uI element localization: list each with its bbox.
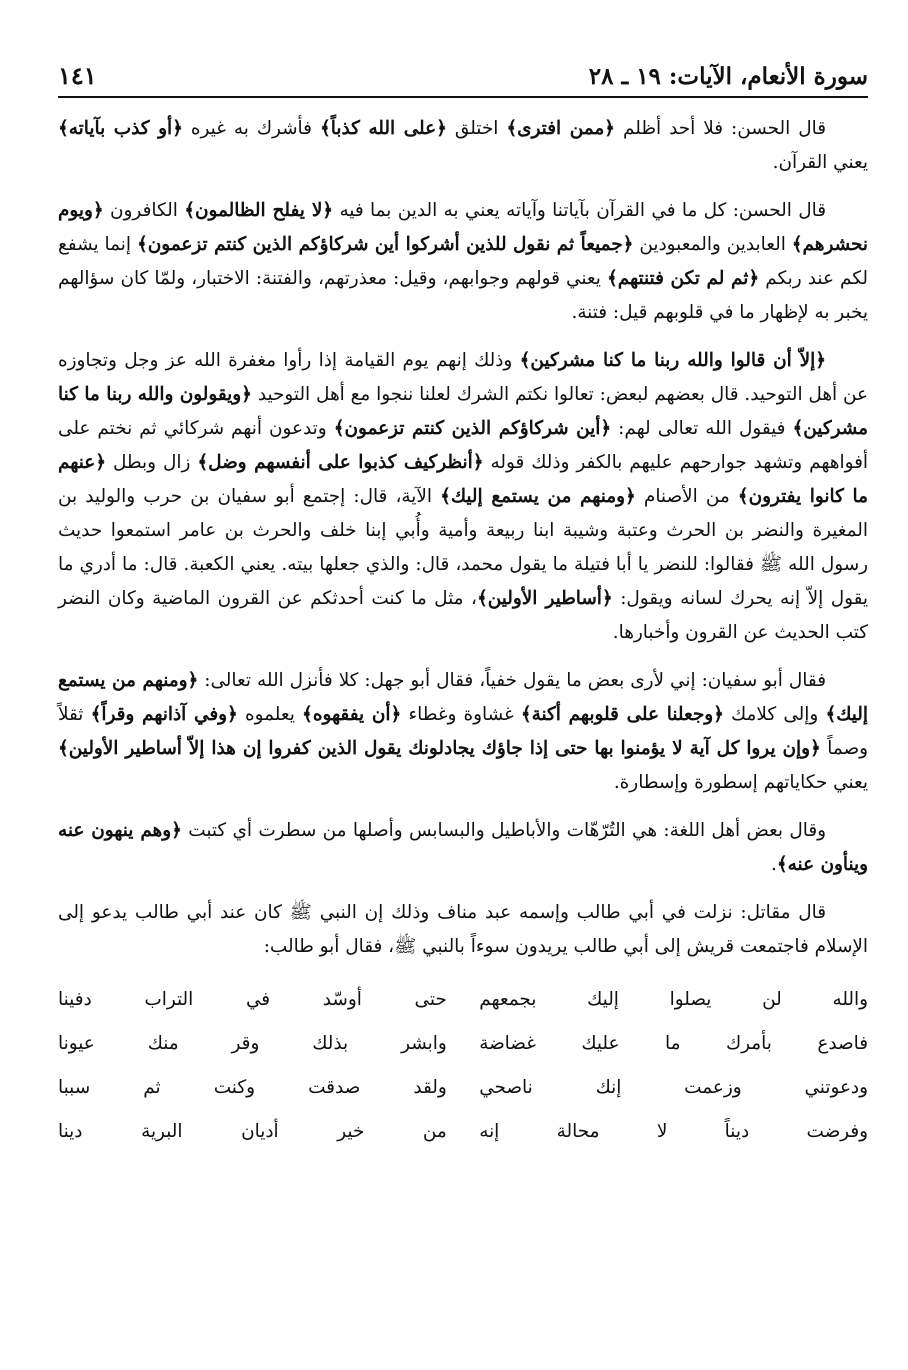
quran-quote: ﴿على الله كذباً﴾ — [319, 118, 447, 139]
quran-quote: ﴿ممن افترى﴾ — [506, 118, 615, 139]
quran-quote: ﴿ويقولون والله ربنا ما كنا مشركين﴾ — [58, 384, 868, 439]
paragraph — [58, 194, 868, 330]
running-title: سورة الأنعام، الآيات: ١٩ ـ ٢٨ — [588, 63, 868, 90]
verse-second-hemistich: وابشر بذلك وقر منك عيونا — [58, 1033, 447, 1054]
paragraph — [58, 344, 868, 650]
quran-quote: ﴿أين شركاؤكم الذين كنتم تزعمون﴾ — [333, 418, 612, 439]
paragraph-text: من الأصنام — [635, 486, 738, 507]
page-number: ١٤١ — [58, 61, 97, 90]
paragraph-text: قال مقاتل: نزلت في أبي طالب وإسمه عبد مناف وذلك إن النبي ﷺ كان عند أبي طالب يدعو إلى الإسلام فاجتمعت قريش إلى أبي طالب يريدون سوءاً بالنبي ﷺ، فقال أبو طالب: — [58, 902, 868, 957]
verse-second-hemistich: من خير أديان البرية دينا — [58, 1121, 447, 1142]
verse-first-hemistich: ودعوتني وزعمت إنك ناصحي — [479, 1077, 868, 1098]
paragraph — [58, 814, 868, 882]
paragraph-text: قال الحسن: كل ما في القرآن بآياتنا وآياته يعني به الدين بما فيه — [333, 200, 827, 221]
quran-quote: ﴿وإن يروا كل آية لا يؤمنوا بها حتى إذا جاؤك يجادلونك يقول الذين كفروا إن هذا إلاّ أساطير الأولين﴾ — [58, 738, 821, 759]
quran-quote: ﴿أساطير الأولين﴾ — [476, 588, 613, 609]
paragraph — [58, 896, 868, 964]
paragraphs — [58, 112, 868, 964]
quran-quote: ﴿إلاّ أن قالوا والله ربنا ما كنا مشركين﴾ — [519, 350, 826, 371]
paragraph-text: العابدين والمعبودين — [633, 234, 792, 255]
quran-quote: ﴿وجعلنا على قلوبهم أكنة﴾ — [520, 704, 724, 725]
paragraph — [58, 112, 868, 180]
paragraph-text: الآية، قال: إجتمع أبو سفيان بن حرب والوليد بن المغيرة والنضر بن الحرث وعتبة وشيبة ابنا ربيعة وأمية وأُبي إبنا خلف والحرث بن عامر استمعوا حديث رسول الله ﷺ فقالوا: للنضر يا أبا فتيلة ما يقول محمد، قال: والذي جعلها بيته. يعني الكعبة. قال: ما أدري ما يقول إلاّ إنه يحرك لسانه ويقول: — [58, 486, 868, 609]
paragraph-text: إنما يشفع لكم عند ربكم — [58, 234, 869, 289]
quran-quote: ﴿عنهم ما كانوا يفترون﴾ — [58, 452, 868, 507]
paragraph-text: فأشرك به غيره — [182, 118, 320, 139]
paragraph-text: ثقلاً وصماً — [58, 704, 868, 759]
paragraph — [58, 664, 868, 800]
paragraph-text: ، مثل ما كنت أحدثكم عن القرون الماضية وكان النضر كتب الحديث عن القرون وأخبارها. — [58, 588, 868, 643]
poem-verse — [58, 1110, 868, 1154]
poem-verse — [58, 1022, 868, 1066]
paragraph-text: وتدعون أنهم شركائي ثم نختم على أفواههم وتشهد جوارحهم عليهم بالكفر وذلك قوله — [58, 418, 869, 473]
verse-first-hemistich: وفرضت ديناً لا محالة إنه — [479, 1121, 868, 1142]
paragraph-text: قال الحسن: فلا أحد أظلم — [614, 118, 826, 139]
verse-second-hemistich: حتى أوسّد في التراب دفينا — [58, 989, 447, 1010]
quran-quote: ﴿ويوم نحشرهم﴾ — [58, 200, 869, 255]
paragraph-text: غشاوة وغطاء — [401, 704, 521, 725]
paragraph-text: وإلى كلامك — [723, 704, 826, 725]
page-body — [58, 112, 868, 1154]
quran-quote: ﴿أن يفقهوه﴾ — [302, 704, 402, 725]
paragraph-text: فيقول الله تعالى لهم: — [611, 418, 793, 439]
quran-quote: ﴿وفي آذانهم وقراً﴾ — [90, 704, 238, 725]
verse-first-hemistich: والله لن يصلوا إليك بجمعهم — [479, 989, 868, 1010]
quran-quote: ﴿لا يفلح الظالمون﴾ — [184, 200, 334, 221]
paragraph-text: يعني القرآن. — [772, 152, 868, 173]
paragraph-text: زال وبطل — [106, 452, 198, 473]
paragraph-text: يعني حكاياتهم إسطورة وإسطارة. — [613, 772, 868, 793]
paragraph-text: يعلموه — [237, 704, 303, 725]
paragraph-text: . — [771, 854, 777, 875]
paragraph-text: وذلك إنهم يوم القيامة إذا رأوا مغفرة الله عز وجل وتجاوزه عن أهل التوحيد. قال بعضهم لبعض: تعالوا نكتم الشرك لعلنا ننجوا مع أهل التوحيد — [58, 350, 869, 405]
quran-quote: ﴿ثم لم تكن فتنتهم﴾ — [606, 268, 760, 289]
paragraph-text: وقال بعض أهل اللغة: هي التُرّهّات والأباطيل والبسابس وأصلها من سطرت أي كتبت — [181, 820, 827, 841]
verse-second-hemistich: ولقد صدقت وكنت ثم سببا — [58, 1077, 447, 1098]
quran-quote: ﴿جميعاً ثم نقول للذين أشركوا أين شركاؤكم الذين كنتم تزعمون﴾ — [136, 234, 634, 255]
quran-quote: ﴿أنظركيف كذبوا على أنفسهم وضل﴾ — [197, 452, 484, 473]
quran-quote: ﴿أو كذب بآياته﴾ — [58, 118, 183, 139]
verse-first-hemistich: فاصدع بأمرك ما عليك غضاضة — [479, 1033, 868, 1054]
quran-quote: ﴿ومنهم من يستمع إليك﴾ — [58, 670, 868, 725]
paragraph-text: فقال أبو سفيان: إني لأرى بعض ما يقول خفياً، فقال أبو جهل: كلا فأنزل الله تعالى: — [198, 670, 826, 691]
page-header — [58, 52, 868, 98]
paragraph-text: يعني قولهم وجوابهم، وقيل: معذرتهم، والفتنة: الاختبار، ولمّا كان سؤالهم يخبر به لإظهار ما في قلوبهم قيل: فتنة. — [58, 268, 868, 323]
quran-quote: ﴿وهم ينهون عنه وينأون عنه﴾ — [58, 820, 868, 875]
poem-verse — [58, 978, 868, 1022]
paragraph-text: اختلق — [446, 118, 507, 139]
poem-verse — [58, 1066, 868, 1110]
poem — [58, 978, 868, 1154]
paragraph-text: الكافرون — [103, 200, 185, 221]
quran-quote: ﴿ومنهم من يستمع إليك﴾ — [440, 486, 636, 507]
